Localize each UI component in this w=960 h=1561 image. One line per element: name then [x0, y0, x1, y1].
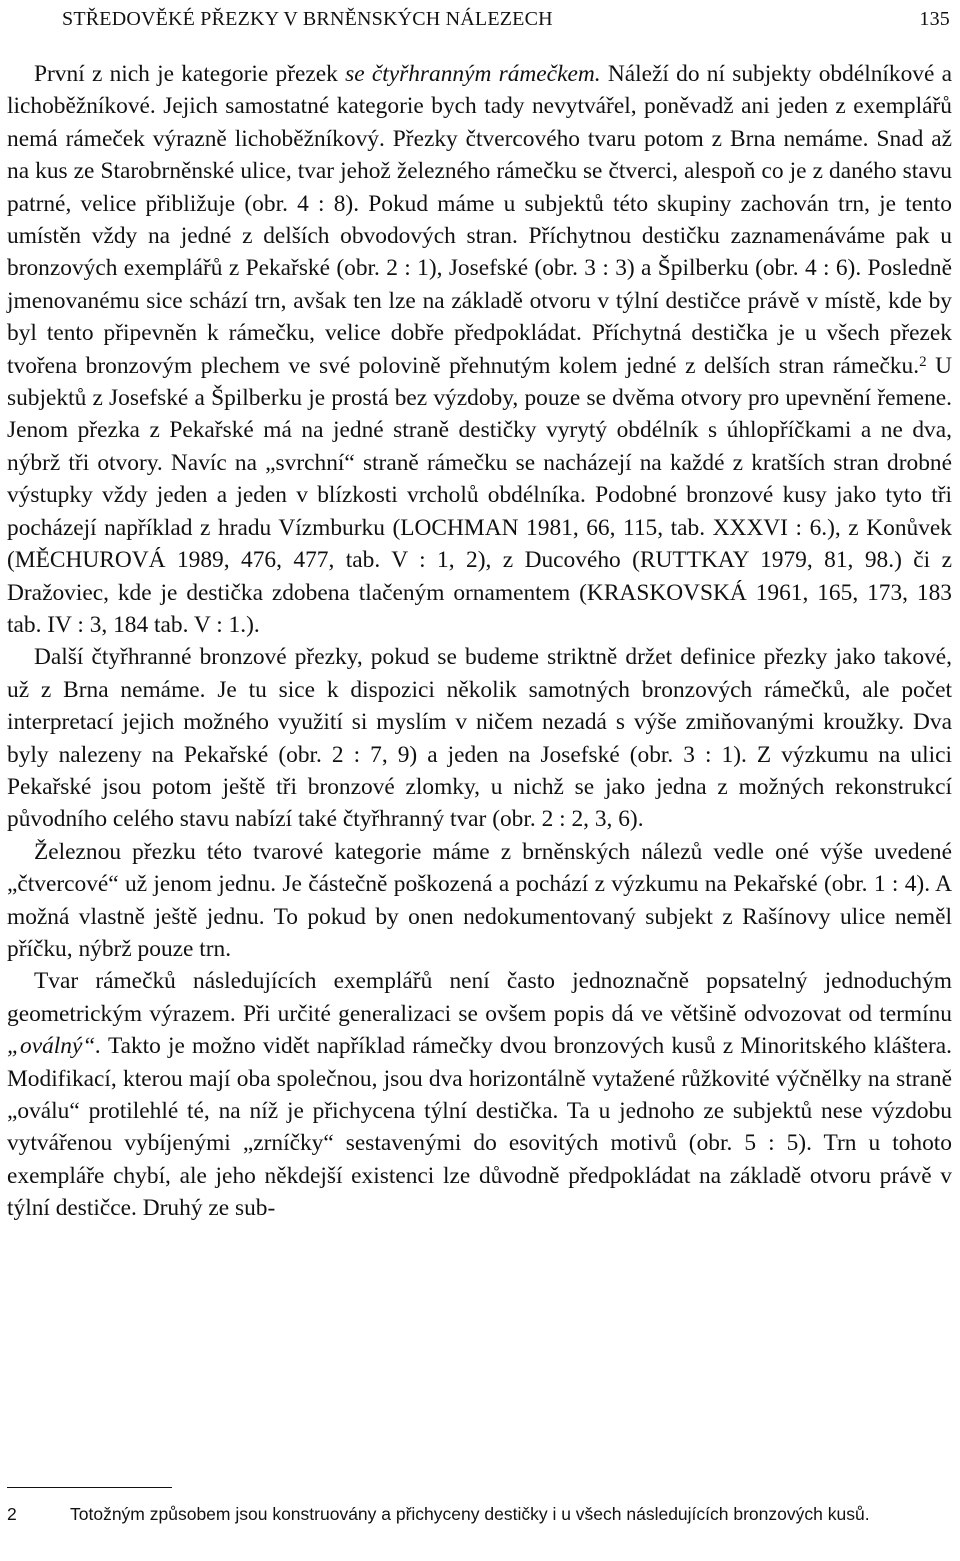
- footnote-text: Totožným způsobem jsou konstruovány a přichyceny destičky i u všech následujících bronzových kusů.: [70, 1504, 870, 1524]
- paragraph-3-text: Železnou přezku této tvarové kategorie máme z brněnských nálezů vedle oné výše uvedené „čtvercové“ už jenom jednu. Je částečně poškozená a pochází z výzkumu na Pekařské (obr. 1 : 4). A možná vlastně ještě jednu. To pokud by onen nedokumentovaný subjekt z Rašínovy ulice neměl příčku, nýbrž pouze trn.: [7, 838, 952, 962]
- footnote: [7, 1500, 952, 1556]
- paragraph-1-text: U subjektů z Josefské a Špilberku je prostá bez výzdoby, pouze se dvěma otvory pro upevnění řemene. Jenom přezka z Pekařské má na jedné straně destičky vyrytý obdélník s úhlopříčkami a ne dva, nýbrž tři otvory. Navíc na „svrchní“ straně rámečku se nacházejí na každé z kratších stran drobné výstupky vždy jeden a jeden v blízkosti vrcholů obdélníka. Podobné bronzové kusy jako tyto tři pocházejí například z hradu Vízmburku (LOCHMAN 1981, 66, 115, tab. XXXVI : 6.), z Konůvek (MĚCHUROVÁ 1989, 476, 477, tab. V : 1, 2), z Ducového (RUTTKAY 1979, 81, 98.) či z Dražoviec, kde je destička zdobena tlačeným ornamentem (KRASKOVSKÁ 1961, 165, 173, 183 tab. IV : 3, 184 tab. V : 1.).: [7, 352, 952, 638]
- paragraph-3: [7, 836, 952, 966]
- paragraph-1-text: Náleží do ní subjekty obdélníkové a lichoběžníkové. Jejich samostatné kategorie bych tady nevytvářel, poněvadž ani jeden z exemplářů nemá rámeček výrazně lichoběžníkový. Přezky čtvercového tvaru potom z Brna nemáme. Snad až na kus ze Starobrněnské ulice, tvar jehož železného rámečku se čtverci, alespoň co je z daného stavu patrné, velice přibližuje (obr. 4 : 8). Pokud máme u subjektů této skupiny zachován trn, je tento umístěn vždy na jedné z delších obvodových stran. Příchytnou destičku zaznamenáváme pak u bronzových exemplářů z Pekařské (obr. 2 : 1), Josefské (obr. 3 : 3) a Špilberku (obr. 4 : 6). Posledně jmenovanému sice schází trn, avšak ten lze na základě otvoru v týlní destičce právě v místě, kde by byl tento připevněn k rámečku, velice dobře předpokládat. Příchytná destička je u všech přezek tvořena bronzovým plechem ve své polovině přehnutým kolem jedné z delších stran rámečku.: [7, 61, 952, 379]
- paragraph-4-text: Tvar rámečků následujících exemplářů není často jednoznačně popsatelný jednoduchým geometrickým výrazem. Při určité generalizaci se ovšem popis dá ve většině odvozovat od termínu: [7, 968, 952, 1027]
- paragraph-1: [7, 58, 952, 641]
- body-text: [7, 58, 952, 1225]
- paragraph-2-text: Další čtyřhranné bronzové přezky, pokud se budeme striktně držet definice přezky jako takové, už z Brna nemáme. Je tu sice k dispozici několik samotných bronzových rámečků, ale počet interpretací jejich možného využití si myslím v ničem nezadá s výše zmiňovanými kroužky. Dva byly nalezeny na Pekařské (obr. 2 : 7, 9) a jeden na Josefské (obr. 3 : 1). Z výzkumu na ulici Pekařské jsou potom ještě tři bronzové zlomky, u nichž se jako jedna z možných rekonstrukcí původního celého stavu nabízí také čtyřhranný tvar (obr. 2 : 2, 3, 6).: [7, 644, 952, 833]
- paragraph-4: [7, 965, 952, 1224]
- running-head: [62, 4, 950, 34]
- footnote-reference: 2: [919, 353, 927, 370]
- footnote-number: 2: [7, 1504, 17, 1524]
- italic-term-ctyrhrannym-rameckem: se čtyřhranným rámečkem.: [345, 61, 601, 87]
- page-number: 135: [919, 8, 950, 30]
- paragraph-4-text: Takto je možno vidět například rámečky dvou bronzových kusů z Minoritského kláštera. Modifikací, kterou mají oba společnou, jsou dva horizontálně vytažené růžkovité výčnělky na straně „oválu“ protilehlé té, na níž je přichycena týlní destička. Ta u jednoho ze subjektů nese výzdobu vytvářenou vybíjenými „zrníčky“ sestavenými do esovitých motivů (obr. 5 : 5). Trn u tohoto exempláře chybí, ale jeho někdejší existenci lze důvodně předpokládat na základě otvoru právě v týlní destičce. Druhý ze sub-: [7, 1033, 952, 1222]
- footnote-divider: [7, 1487, 172, 1488]
- paragraph-2: [7, 641, 952, 835]
- italic-term-ovalny: „oválný“.: [7, 1033, 102, 1060]
- paragraph-1-text: První z nich je kategorie přezek: [34, 61, 346, 87]
- running-title: STŘEDOVĚKÉ PŘEZKY V BRNĚNSKÝCH NÁLEZECH: [62, 8, 553, 30]
